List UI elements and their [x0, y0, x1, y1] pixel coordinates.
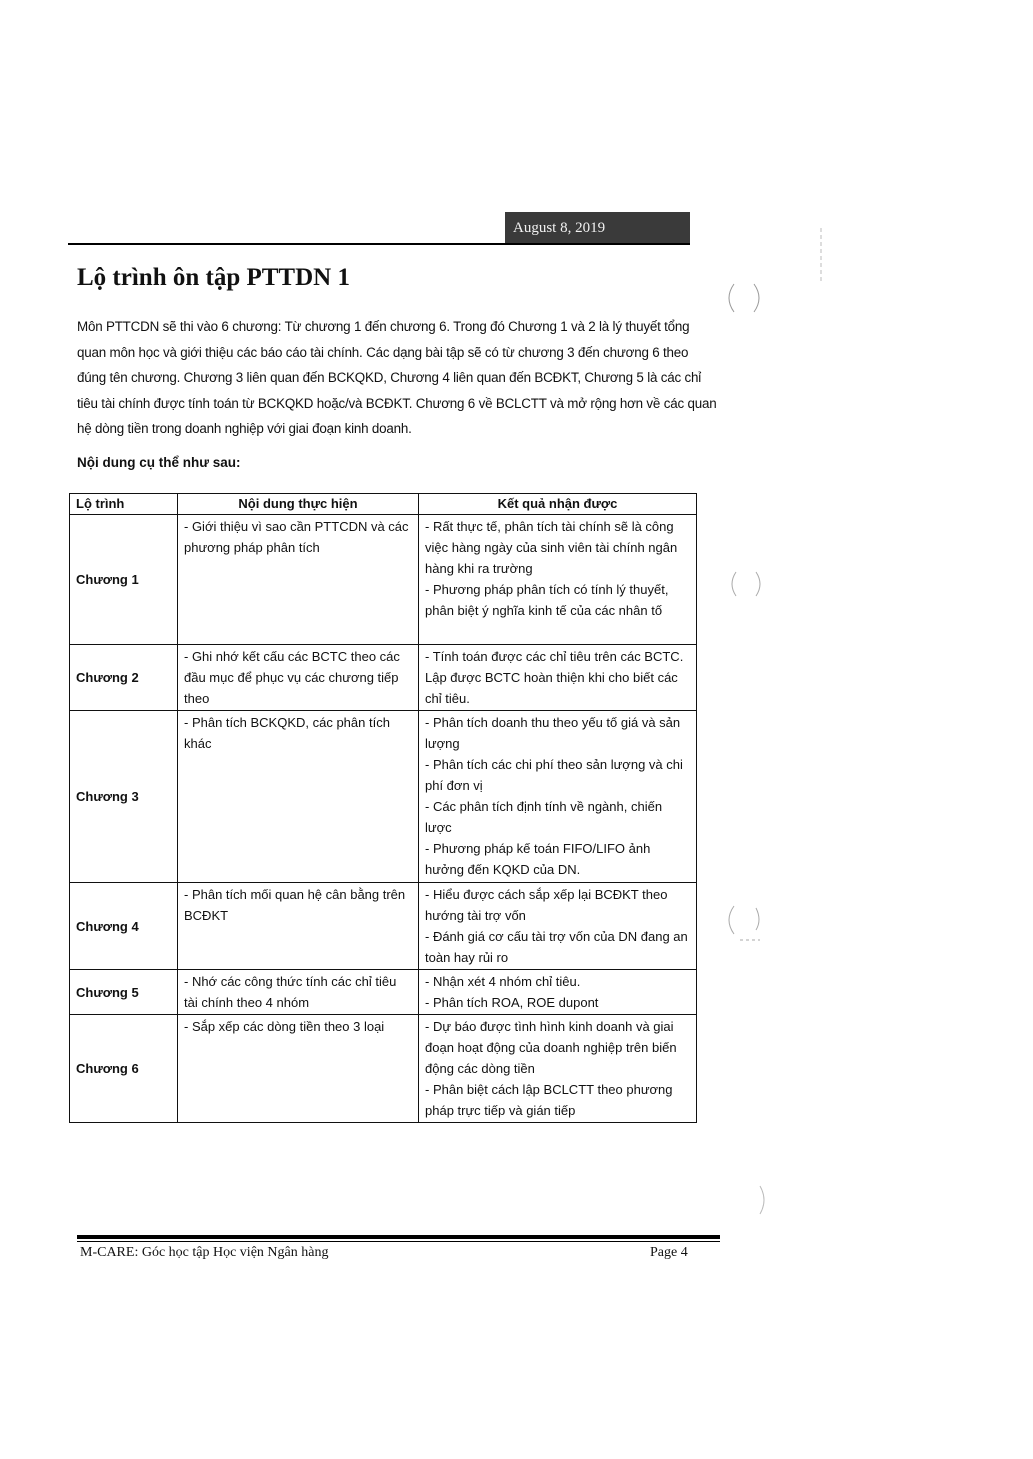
content-item: - Ghi nhớ kết cấu các BCTC theo các đầu mục để phục vụ các chương tiếp theo [184, 649, 400, 706]
intro-paragraph: Môn PTTCDN sẽ thi vào 6 chương: Từ chương 1 đến chương 6. Trong đó Chương 1 và 2 là lý thuyết tổng quan môn học và giới thiệu các báo cáo tài chính. Các dạng bài tập sẽ có từ chương 3 đến chương 6 theo đúng tên chương. Chương 3 liên quan đến BCKQKD, Chương 4 liên quan đến BCĐKT, Chương 5 là các chỉ tiêu tài chính được tính toán từ BCKQKD hoặc/và BCĐKT. Chương 6 về BCLCTT và mở rộng hơn về các quan hệ dòng tiền trong doanh nghiệp với giai đoạn kinh doanh. [77, 319, 717, 437]
content-item: - Sắp xếp các dòng tiền theo 3 loại [184, 1019, 385, 1034]
result-item: - Rất thực tế, phân tích tài chính sẽ là công việc hàng ngày của sinh viên tài chính ngân hàng khi ra trường [425, 519, 678, 576]
result-item: - Phân tích ROA, ROE dupont [425, 995, 599, 1010]
content-cell [178, 883, 419, 970]
result-item: - Phân tích doanh thu theo yếu tố giá và sản lượng [425, 715, 681, 751]
chapter-cell: Chương 3 [70, 711, 178, 883]
result-item: - Các phân tích định tính về ngành, chiến lược [425, 799, 663, 835]
chapter-cell: Chương 2 [70, 645, 178, 711]
table-row [70, 883, 697, 970]
header-rule [68, 243, 690, 245]
study-plan-table [69, 493, 697, 1123]
result-item: - Đánh giá cơ cấu tài trợ vốn của DN đang an toàn hay rủi ro [425, 929, 688, 965]
result-item: - Phân biệt cách lập BCLCTT theo phương pháp trực tiếp và gián tiếp [425, 1082, 673, 1118]
column-header-result: Kết quả nhận được [419, 494, 697, 515]
table-row [70, 645, 697, 711]
punch-hole-mark-icon [722, 900, 766, 944]
table-row [70, 1015, 697, 1123]
section-subheading: Nội dung cụ thể như sau: [77, 455, 241, 470]
result-cell [419, 1015, 697, 1123]
result-item: - Phân tích các chi phí theo sản lượng và chi phí đơn vị [425, 757, 683, 793]
chapter-cell: Chương 4 [70, 883, 178, 970]
content-item: - Phân tích BCKQKD, các phân tích khác [184, 715, 390, 751]
content-cell [178, 711, 419, 883]
page-number: Page 4 [650, 1245, 688, 1260]
result-cell [419, 883, 697, 970]
column-header-content: Nội dung thực hiện [178, 494, 419, 515]
chapter-cell: Chương 5 [70, 970, 178, 1015]
result-item: - Hiểu được cách sắp xếp lại BCĐKT theo hướng tài trợ vốn [425, 887, 668, 923]
chapter-cell: Chương 1 [70, 515, 178, 645]
content-item: - Nhớ các công thức tính các chỉ tiêu tài chính theo 4 nhóm [184, 974, 397, 1010]
table-row [70, 515, 697, 645]
result-item: - Phương pháp phân tích có tính lý thuyết, phân biệt ý nghĩa kinh tế của các nhân tố [425, 582, 669, 618]
punch-hole-mark-icon [736, 1180, 772, 1220]
content-cell [178, 970, 419, 1015]
result-cell [419, 515, 697, 645]
footer-source: M-CARE: Góc học tập Học viện Ngân hàng [80, 1245, 329, 1260]
table-row [70, 711, 697, 883]
table-row [70, 970, 697, 1015]
result-cell [419, 970, 697, 1015]
table-header-row [70, 494, 697, 515]
column-header-roadmap: Lộ trình [70, 494, 178, 515]
punch-hole-mark-icon [726, 566, 766, 602]
result-item: - Nhận xét 4 nhóm chỉ tiêu. [425, 974, 581, 989]
document-title: Lộ trình ôn tập PTTDN 1 [77, 264, 350, 291]
content-item: - Giới thiệu vì sao cần PTTCDN và các phương pháp phân tích [184, 519, 409, 555]
scan-edge-mark-icon [818, 228, 824, 288]
content-cell [178, 645, 419, 711]
result-cell [419, 645, 697, 711]
result-item: - Phương pháp kế toán FIFO/LIFO ảnh hưởng đến KQKD của DN. [425, 841, 651, 877]
chapter-cell: Chương 6 [70, 1015, 178, 1123]
result-item: - Dự báo được tình hình kinh doanh và giai đoạn hoạt động của doanh nghiệp trên biến động các dòng tiền [425, 1019, 677, 1076]
content-cell [178, 1015, 419, 1123]
result-cell [419, 711, 697, 883]
content-cell [178, 515, 419, 645]
header-date: August 8, 2019 [505, 212, 690, 244]
content-item: - Phân tích mối quan hệ cân bằng trên BCĐKT [184, 887, 406, 923]
result-item: - Tính toán được các chỉ tiêu trên các BCTC. Lập được BCTC hoàn thiện khi cho biết các chỉ tiêu. [425, 649, 684, 706]
punch-hole-mark-icon [722, 278, 766, 318]
footer-rule [77, 1235, 720, 1239]
footer-rule-thin [77, 1241, 720, 1242]
